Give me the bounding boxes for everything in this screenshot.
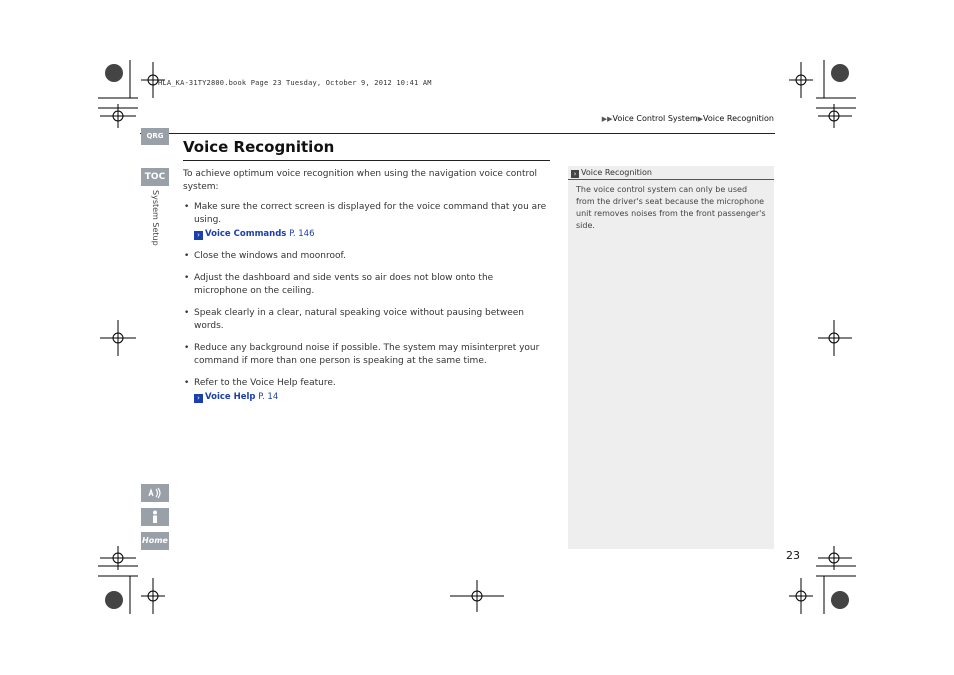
link-label[interactable]: Voice Help (205, 392, 256, 402)
info-button[interactable] (141, 508, 169, 526)
link-page[interactable]: P. 14 (258, 392, 279, 402)
info-icon (150, 510, 160, 524)
list-item-text: Adjust the dashboard and side vents so air does not blow onto the microphone on the ceiling. (194, 273, 494, 296)
qrg-tab[interactable]: QRG (141, 128, 169, 145)
list-item-text: Reduce any background noise if possible. The system may misinterpret your command if more than one person is speaking at the same time. (194, 343, 540, 366)
note-arrow-icon: › (571, 170, 579, 178)
intro-text: To achieve optimum voice recognition when using the navigation voice control system: (183, 169, 538, 192)
link-label[interactable]: Voice Commands (205, 229, 287, 239)
cross-reference-link[interactable] (194, 228, 549, 241)
title-rule (183, 160, 550, 161)
list-item (183, 201, 549, 241)
link-page[interactable]: P. 146 (289, 229, 315, 239)
link-arrow-icon: › (194, 231, 203, 240)
section-tab-label: System Setup (151, 190, 160, 246)
breadcrumb-arrow-icon: ▶ (697, 115, 704, 123)
home-label[interactable]: Home (142, 536, 168, 545)
list-item (183, 250, 549, 263)
sidebar-text: The voice control system can only be used from the driver's seat because the microphone unit removes noises from the front passenger's side. (576, 185, 766, 230)
page-title: Voice Recognition (183, 138, 335, 156)
toc-tab[interactable]: TOC (141, 168, 169, 186)
cross-reference-link[interactable] (194, 391, 549, 404)
voice-command-button[interactable] (141, 484, 169, 502)
sidebar-heading-text: Voice Recognition (581, 168, 652, 177)
list-item (183, 377, 549, 404)
main-content (183, 168, 549, 413)
voice-command-icon (146, 486, 164, 500)
tips-list (183, 201, 549, 404)
page-number: 23 (786, 549, 800, 562)
list-item-text: Refer to the Voice Help feature. (194, 378, 336, 388)
list-item (183, 307, 549, 333)
print-header-info: HLA_KA-31TY2800.book Page 23 Tuesday, October 9, 2012 10:41 AM (158, 79, 432, 87)
list-item (183, 342, 549, 368)
link-arrow-icon: › (194, 394, 203, 403)
breadcrumb-arrow-icon: ▶▶ (601, 115, 613, 123)
home-button[interactable] (141, 532, 169, 550)
list-item-text: Make sure the correct screen is displayed for the voice command that you are using. (194, 202, 547, 225)
breadcrumb-level1[interactable]: Voice Control System (612, 114, 698, 123)
sidebar-note (568, 166, 774, 549)
section-tab (148, 190, 160, 250)
list-item-text: Close the windows and moonroof. (194, 251, 346, 261)
list-item (183, 272, 549, 298)
breadcrumb-level2[interactable]: Voice Recognition (703, 114, 774, 123)
top-rule (140, 133, 775, 134)
breadcrumb (602, 114, 774, 123)
sidebar-heading (568, 166, 774, 180)
list-item-text: Speak clearly in a clear, natural speaking voice without pausing between words. (194, 308, 524, 331)
